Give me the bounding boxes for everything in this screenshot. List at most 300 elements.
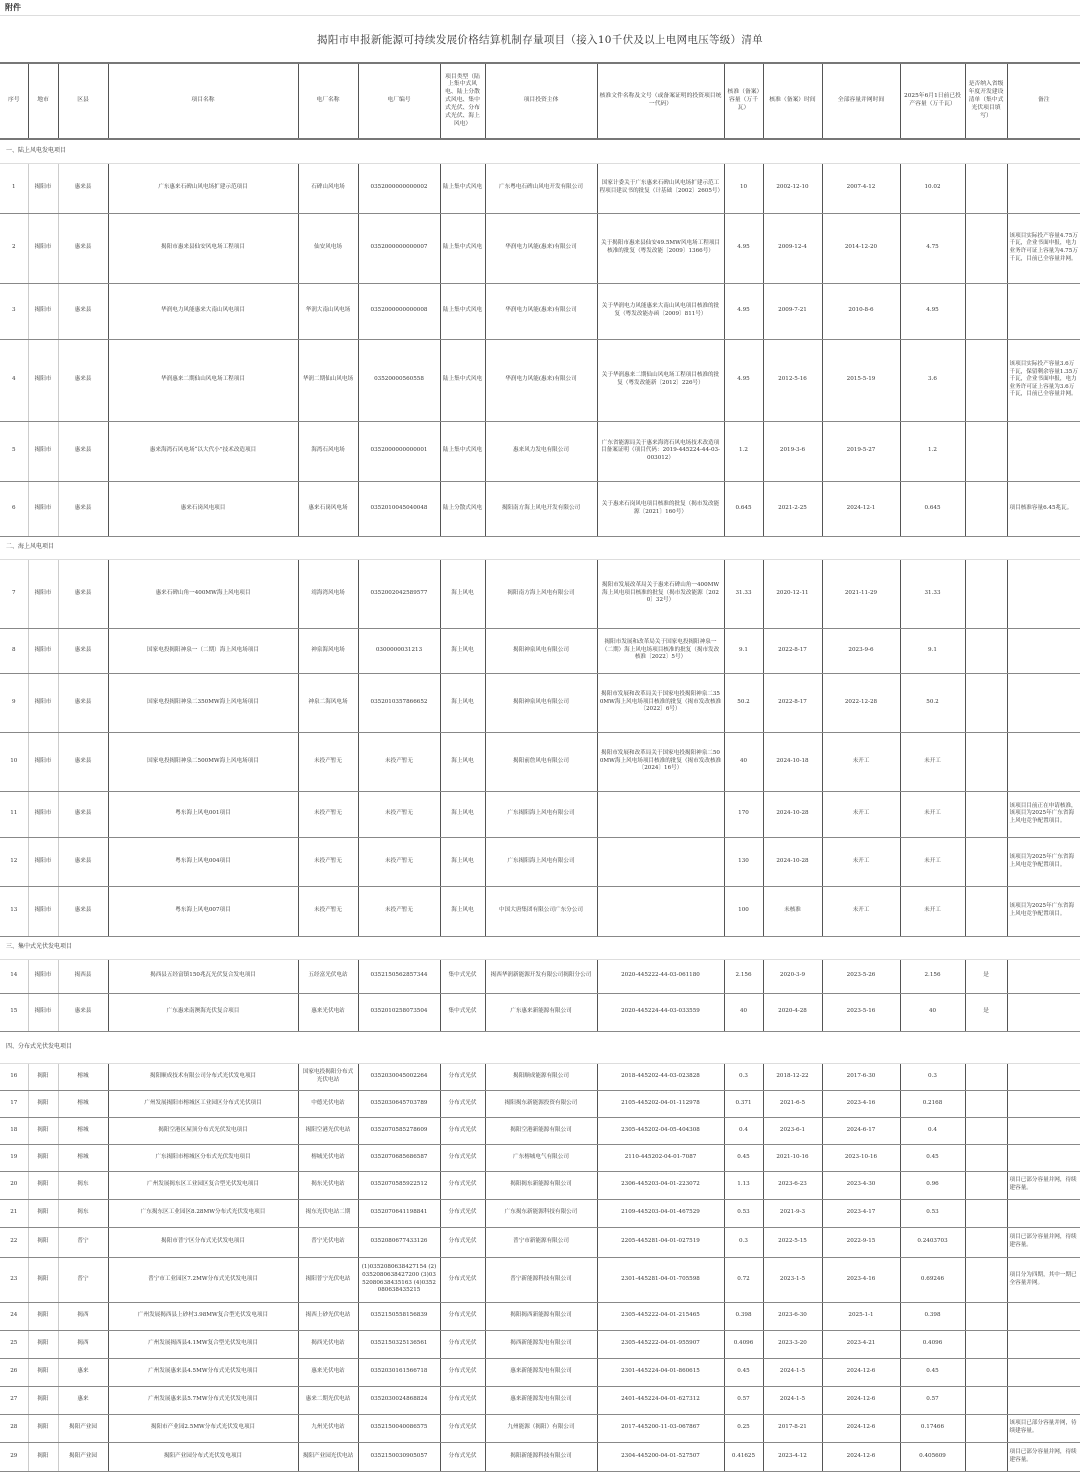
cell-approved-capacity: 40 (724, 732, 763, 791)
header-plant-code: 电厂编号 (358, 63, 440, 139)
cell-investor: 九州能源（揭阳）有限公司 (485, 1414, 597, 1442)
cell-approval-doc (597, 791, 724, 837)
cell-approval-doc: 2305-445202-04-05-404308 (597, 1117, 724, 1144)
cell-approval-date: 2022-5-15 (763, 1227, 822, 1257)
cell-approved-capacity: 0.3 (724, 1063, 763, 1090)
cell-city: 揭阳市 (28, 559, 58, 628)
cell-grid-date: 2023-4-16 (822, 1257, 900, 1302)
cell-seq: 29 (0, 1442, 28, 1471)
cell-approved-capacity: 4.95 (724, 283, 763, 339)
cell-plant-name: 揭阳普宁光伏电站 (298, 1257, 358, 1302)
cell-installed-capacity: 0.2403703 (900, 1227, 965, 1257)
cell-approval-doc: 2110-445202-04-01-7087 (597, 1144, 724, 1171)
cell-project-name: 广州发展揭东区工业园区复合型光伏发电项目 (108, 1171, 298, 1199)
cell-district: 揭西 (58, 1330, 108, 1358)
cell-plant-name: 石碑山风电场 (298, 163, 358, 213)
cell-plant-code: 0352150040086575 (358, 1414, 440, 1442)
cell-grid-date: 2024-12-6 (822, 1442, 900, 1471)
cell-remarks: 项目已部分容量并网，待续建容量。 (1007, 1171, 1080, 1199)
cell-district: 惠来县 (58, 791, 108, 837)
project-table (0, 62, 1080, 1472)
cell-investor: 华润电力风能(惠来)有限公司 (485, 339, 597, 421)
header-project-name: 项目名称 (108, 63, 298, 139)
section-title: 二、海上风电项目 (0, 536, 1080, 559)
cell-approved-capacity: 1.2 (724, 421, 763, 481)
cell-city: 揭阳 (28, 1117, 58, 1144)
cell-project-name: 广州发展揭西县上砂村3.98MW复合型光伏发电项目 (108, 1302, 298, 1330)
cell-approval-doc: 2018-445202-44-03-023828 (597, 1063, 724, 1090)
cell-plant-name: 惠来二期光伏电站 (298, 1386, 358, 1414)
table-row (0, 1330, 1080, 1358)
cell-investor: 揭阳前詹风电有限公司 (485, 732, 597, 791)
cell-seq: 7 (0, 559, 28, 628)
cell-city: 揭阳市 (28, 628, 58, 673)
cell-remarks (1007, 628, 1080, 673)
cell-project-type: 分布式光伏 (440, 1414, 485, 1442)
cell-city: 揭阳 (28, 1199, 58, 1227)
cell-installed-capacity: 未开工 (900, 837, 965, 886)
cell-grid-date: 2024-12-6 (822, 1358, 900, 1386)
cell-approval-date: 2023-6-1 (763, 1117, 822, 1144)
cell-approval-date: 2017-8-21 (763, 1414, 822, 1442)
cell-approval-doc: 2401-445224-04-01-627312 (597, 1386, 724, 1414)
cell-remarks: 该项目实际投产容量4.75万千瓦，企业书面申报，电力业务许可证上容量为4.75万千瓦，目前已全容量并网。 (1007, 213, 1080, 283)
cell-plant-name: 靖海湾风电场 (298, 559, 358, 628)
cell-plant-name: 未投产暂无 (298, 732, 358, 791)
cell-city: 揭阳 (28, 1358, 58, 1386)
cell-investor: 揭阳空港新能源有限公司 (485, 1117, 597, 1144)
cell-installed-capacity: 0.96 (900, 1171, 965, 1199)
cell-seq: 4 (0, 339, 28, 421)
cell-approval-date: 2024-10-28 (763, 837, 822, 886)
cell-installed-capacity: 未开工 (900, 732, 965, 791)
cell-approved-capacity: 1.13 (724, 1171, 763, 1199)
cell-investor: 揭阳顺成能源有限公司 (485, 1063, 597, 1090)
cell-approval-date: 2023-6-30 (763, 1302, 822, 1330)
cell-city: 揭阳 (28, 1063, 58, 1090)
cell-project-type: 分布式光伏 (440, 1330, 485, 1358)
cell-grid-date: 2021-11-29 (822, 559, 900, 628)
cell-project-name: 揭阳市产业园2.5MW分布式光伏发电项目 (108, 1414, 298, 1442)
cell-project-name: 揭西县五经富镇150兆瓦光伏复合发电项目 (108, 959, 298, 993)
cell-in-provincial-list (965, 1414, 1007, 1442)
cell-in-provincial-list (965, 791, 1007, 837)
table-row (0, 837, 1080, 886)
cell-approval-doc: 国家计委关于广东惠来石碑山风电场扩建示范工程项目建议书的批复（计基础〔2002〕2605号） (597, 163, 724, 213)
cell-plant-code: 0352150562857344 (358, 959, 440, 993)
table-row (0, 1386, 1080, 1414)
cell-city: 揭阳 (28, 1171, 58, 1199)
cell-plant-code: 0352150030905057 (358, 1442, 440, 1471)
cell-installed-capacity: 3.6 (900, 339, 965, 421)
cell-grid-date: 2015-5-19 (822, 339, 900, 421)
cell-remarks: 该项目已部分容量并网，待续建容量。 (1007, 1414, 1080, 1442)
cell-plant-name: 国家电投揭阳分布式光伏电站 (298, 1063, 358, 1090)
cell-approval-doc: 2305-445222-04-01-215465 (597, 1302, 724, 1330)
cell-installed-capacity: 4.75 (900, 213, 965, 283)
cell-district: 揭东 (58, 1199, 108, 1227)
cell-grid-date: 未开工 (822, 886, 900, 936)
cell-seq: 15 (0, 993, 28, 1031)
cell-project-name: 粤东海上风电004项目 (108, 837, 298, 886)
cell-district: 惠来 (58, 1358, 108, 1386)
cell-seq: 9 (0, 673, 28, 732)
cell-project-type: 分布式光伏 (440, 1442, 485, 1471)
cell-grid-date: 2023-4-17 (822, 1199, 900, 1227)
cell-approved-capacity: 2.156 (724, 959, 763, 993)
cell-plant-code: 0300000031213 (358, 628, 440, 673)
cell-city: 揭阳 (28, 1330, 58, 1358)
section-row (0, 139, 1080, 163)
cell-project-name: 广州发展揭西县4.1MW复合型光伏发电项目 (108, 1330, 298, 1358)
cell-approved-capacity: 0.25 (724, 1414, 763, 1442)
cell-plant-name: 未投产暂无 (298, 886, 358, 936)
header-investor: 项目投资主体 (485, 63, 597, 139)
cell-seq: 6 (0, 481, 28, 536)
cell-approved-capacity: 0.53 (724, 1199, 763, 1227)
cell-investor: 华润电力风能(惠来)有限公司 (485, 213, 597, 283)
cell-approval-date: 2002-12-10 (763, 163, 822, 213)
cell-remarks (1007, 1302, 1080, 1330)
cell-district: 惠来 (58, 1386, 108, 1414)
cell-district: 惠来县 (58, 421, 108, 481)
cell-project-type: 陆上集中式风电 (440, 421, 485, 481)
cell-approval-doc: 2301-445224-04-01-860615 (597, 1358, 724, 1386)
header-approved-capacity: 核准（备案）容量（万千瓦） (724, 63, 763, 139)
cell-approval-doc: 揭阳市发展和改革局关于国家电投揭阳神泉一（二期）海上风电场项目核准的批复（揭市发改核准〔2022〕5号） (597, 628, 724, 673)
cell-district: 惠来县 (58, 339, 108, 421)
cell-remarks: 该项目为2025年广东省海上风电竞争配置项目。 (1007, 837, 1080, 886)
cell-city: 揭阳 (28, 1144, 58, 1171)
cell-seq: 12 (0, 837, 28, 886)
cell-grid-date: 2022-12-28 (822, 673, 900, 732)
table-row (0, 421, 1080, 481)
table-row (0, 339, 1080, 421)
table-row (0, 481, 1080, 536)
cell-remarks (1007, 283, 1080, 339)
cell-in-provincial-list (965, 1358, 1007, 1386)
cell-installed-capacity: 0.3 (900, 1063, 965, 1090)
cell-installed-capacity: 未开工 (900, 791, 965, 837)
cell-installed-capacity: 0.45 (900, 1358, 965, 1386)
cell-in-provincial-list (965, 421, 1007, 481)
cell-plant-name: 未投产暂无 (298, 837, 358, 886)
cell-installed-capacity: 0.57 (900, 1386, 965, 1414)
cell-approval-doc: 2306-445203-04-01-223072 (597, 1171, 724, 1199)
cell-project-type: 分布式光伏 (440, 1358, 485, 1386)
cell-approved-capacity: 170 (724, 791, 763, 837)
cell-in-provincial-list (965, 1227, 1007, 1257)
cell-installed-capacity: 31.33 (900, 559, 965, 628)
header-seq: 序号 (0, 63, 28, 139)
cell-plant-code: 0352002042589577 (358, 559, 440, 628)
cell-approved-capacity: 0.57 (724, 1386, 763, 1414)
cell-approval-doc: 2105-445202-04-01-112978 (597, 1090, 724, 1117)
cell-approval-doc: 揭阳市发展和改革局关于国家电投揭阳神泉二350MW海上风电场项目核准的批复（揭市发改核准〔2022〕6号） (597, 673, 724, 732)
cell-project-type: 海上风电 (440, 673, 485, 732)
cell-approved-capacity: 50.2 (724, 673, 763, 732)
cell-seq: 22 (0, 1227, 28, 1257)
cell-plant-code: 0352000000000002 (358, 163, 440, 213)
cell-approval-date: 2023-4-12 (763, 1442, 822, 1471)
table-row (0, 1117, 1080, 1144)
cell-investor: 惠来风力发电有限公司 (485, 421, 597, 481)
section-row (0, 1031, 1080, 1063)
cell-remarks (1007, 1117, 1080, 1144)
cell-in-provincial-list (965, 559, 1007, 628)
cell-grid-date: 2017-6-30 (822, 1063, 900, 1090)
cell-project-name: 国家电投揭阳神泉一（二期）海上风电场项目 (108, 628, 298, 673)
cell-project-type: 海上风电 (440, 559, 485, 628)
cell-approval-doc: 广东省能源局关于惠来海湾石风电场技术改造项目备案证明（项目代码：2019-445224-44-03-003012） (597, 421, 724, 481)
cell-project-type: 海上风电 (440, 732, 485, 791)
table-row (0, 1171, 1080, 1199)
cell-plant-name: 五经富光伏电站 (298, 959, 358, 993)
cell-plant-code: 0352030645703789 (358, 1090, 440, 1117)
cell-remarks: 该项目实际投产容量3.6万千瓦，保留剩余容量1.35万千瓦，企业书面申报，电力业务许可证上容量为3.6万千瓦，目前已全容量并网。 (1007, 339, 1080, 421)
cell-approval-doc: 2020-445224-44-03-033559 (597, 993, 724, 1031)
table-row (0, 1442, 1080, 1471)
cell-in-provincial-list (965, 1117, 1007, 1144)
cell-plant-code: 0352030024868824 (358, 1386, 440, 1414)
cell-project-type: 分布式光伏 (440, 1117, 485, 1144)
cell-remarks (1007, 1386, 1080, 1414)
cell-plant-name: 神泉二海风电场 (298, 673, 358, 732)
cell-in-provincial-list (965, 283, 1007, 339)
cell-district: 揭西 (58, 1302, 108, 1330)
cell-district: 惠来县 (58, 673, 108, 732)
cell-approval-date: 未核准 (763, 886, 822, 936)
cell-project-name: 揭阳产业园分布式光伏发电项目 (108, 1442, 298, 1471)
cell-installed-capacity: 0.69246 (900, 1257, 965, 1302)
cell-project-name: 广州发展惠来县5.7MW分布式光伏发电项目 (108, 1386, 298, 1414)
cell-plant-code: 未投产暂无 (358, 791, 440, 837)
cell-installed-capacity: 0.17466 (900, 1414, 965, 1442)
cell-in-provincial-list (965, 837, 1007, 886)
section-row (0, 536, 1080, 559)
cell-in-provincial-list (965, 1171, 1007, 1199)
cell-investor: 广东榕城电气有限公司 (485, 1144, 597, 1171)
cell-seq: 2 (0, 213, 28, 283)
cell-investor: 普宁市新能源有限公司 (485, 1227, 597, 1257)
cell-grid-date: 2022-9-15 (822, 1227, 900, 1257)
cell-seq: 24 (0, 1302, 28, 1330)
cell-approval-date: 2022-8-17 (763, 673, 822, 732)
table-row (0, 1358, 1080, 1386)
cell-district: 揭阳产业园 (58, 1442, 108, 1471)
cell-project-name: 国家电投揭阳神泉二350MW海上风电场项目 (108, 673, 298, 732)
cell-installed-capacity: 9.1 (900, 628, 965, 673)
cell-plant-name: 揭阳产业园光伏电站 (298, 1442, 358, 1471)
cell-installed-capacity: 未开工 (900, 886, 965, 936)
cell-approval-doc: 2017-445200-11-03-067867 (597, 1414, 724, 1442)
cell-investor: 揭阳揭东新能源投资有限公司 (485, 1090, 597, 1117)
attachment-label: 附件 (5, 2, 21, 12)
cell-investor: 揭阳南方海上风电开发有限公司 (485, 481, 597, 536)
cell-approval-doc: 2205-445281-04-01-027519 (597, 1227, 724, 1257)
cell-grid-date: 2023-4-16 (822, 1090, 900, 1117)
table-row (0, 1257, 1080, 1302)
cell-district: 榕城 (58, 1117, 108, 1144)
cell-seq: 8 (0, 628, 28, 673)
cell-city: 揭阳市 (28, 163, 58, 213)
cell-seq: 11 (0, 791, 28, 837)
table-row (0, 559, 1080, 628)
cell-investor: 惠来新能源发电有限公司 (485, 1358, 597, 1386)
cell-project-name: 广东惠来南澳海光伏复合项目 (108, 993, 298, 1031)
cell-city: 揭阳 (28, 1090, 58, 1117)
cell-approved-capacity: 0.4096 (724, 1330, 763, 1358)
cell-grid-date: 2019-5-27 (822, 421, 900, 481)
cell-plant-name: 海湾石风电场 (298, 421, 358, 481)
cell-in-provincial-list (965, 481, 1007, 536)
cell-seq: 21 (0, 1199, 28, 1227)
cell-approval-doc: 关于揭阳市惠来县仙安49.5MW风电场工程项目核准的批复（粤发改能〔2009〕1366号） (597, 213, 724, 283)
cell-project-name: 广东揭东区工业园区8.28MW分布式光伏发电项目 (108, 1199, 298, 1227)
cell-approval-date: 2024-10-18 (763, 732, 822, 791)
cell-project-type: 分布式光伏 (440, 1144, 485, 1171)
cell-approval-date: 2020-3-9 (763, 959, 822, 993)
cell-project-type: 分布式光伏 (440, 1386, 485, 1414)
cell-in-provincial-list (965, 1199, 1007, 1227)
cell-grid-date: 2024-12-1 (822, 481, 900, 536)
table-row (0, 1090, 1080, 1117)
cell-city: 揭阳市 (28, 791, 58, 837)
cell-installed-capacity: 0.2168 (900, 1090, 965, 1117)
cell-project-type: 分布式光伏 (440, 1227, 485, 1257)
cell-seq: 16 (0, 1063, 28, 1090)
table-row (0, 1302, 1080, 1330)
cell-plant-code: 0352000000000001 (358, 421, 440, 481)
cell-city: 揭阳市 (28, 886, 58, 936)
cell-in-provincial-list (965, 1257, 1007, 1302)
cell-project-type: 分布式光伏 (440, 1090, 485, 1117)
cell-project-name: 国家电投揭阳神泉二500MW海上风电场项目 (108, 732, 298, 791)
cell-installed-capacity: 0.398 (900, 1302, 965, 1330)
cell-grid-date: 2023-4-21 (822, 1330, 900, 1358)
cell-grid-date: 未开工 (822, 732, 900, 791)
cell-district: 揭西县 (58, 959, 108, 993)
cell-approval-date: 2023-1-5 (763, 1257, 822, 1302)
cell-remarks (1007, 993, 1080, 1031)
cell-city: 揭阳市 (28, 673, 58, 732)
cell-plant-code: 0352000000000008 (358, 283, 440, 339)
cell-approved-capacity: 100 (724, 886, 763, 936)
cell-remarks (1007, 163, 1080, 213)
cell-approval-doc: 关于惠来石岗风电项目核准的批复（揭市发改能源〔2021〕160号） (597, 481, 724, 536)
cell-plant-name: 揭阳空港光伏电站 (298, 1117, 358, 1144)
cell-project-name: 广东揭阳市榕城区分布式光伏发电项目 (108, 1144, 298, 1171)
cell-installed-capacity: 0.53 (900, 1199, 965, 1227)
cell-plant-code: 0352070585922512 (358, 1171, 440, 1199)
section-title: 一、陆上风电发电项目 (0, 139, 1080, 163)
table-row (0, 886, 1080, 936)
cell-approved-capacity: 0.4 (724, 1117, 763, 1144)
cell-approval-doc: 关于华润惠来二期仙山风电场工程项目核准的批复（粤发改能新〔2012〕226号） (597, 339, 724, 421)
cell-approval-date: 2024-1-5 (763, 1358, 822, 1386)
cell-plant-code: 0352150558156839 (358, 1302, 440, 1330)
cell-approved-capacity: 4.95 (724, 213, 763, 283)
cell-city: 揭阳市 (28, 421, 58, 481)
cell-plant-code: 0352030161566718 (358, 1358, 440, 1386)
cell-investor: 惠来新能源发电有限公司 (485, 1386, 597, 1414)
cell-approval-doc: 2020-445222-44-03-061180 (597, 959, 724, 993)
cell-project-name: 粤东海上风电001项目 (108, 791, 298, 837)
cell-district: 惠来县 (58, 283, 108, 339)
cell-investor: 广东惠来新能源有限公司 (485, 993, 597, 1031)
cell-grid-date: 2014-12-20 (822, 213, 900, 283)
cell-remarks (1007, 1144, 1080, 1171)
cell-approval-date: 2020-4-28 (763, 993, 822, 1031)
cell-approved-capacity: 0.371 (724, 1090, 763, 1117)
cell-installed-capacity: 0.645 (900, 481, 965, 536)
cell-approval-doc: 2301-445281-04-01-705598 (597, 1257, 724, 1302)
table-header-row (0, 63, 1080, 139)
cell-in-provincial-list (965, 163, 1007, 213)
cell-seq: 5 (0, 421, 28, 481)
header-city: 地市 (28, 63, 58, 139)
header-district: 区县 (58, 63, 108, 139)
cell-grid-date: 2023-4-30 (822, 1171, 900, 1199)
cell-investor: 普宁新能源科技有限公司 (485, 1257, 597, 1302)
cell-project-type: 海上风电 (440, 791, 485, 837)
header-installed-capacity: 2025年6月1日前已投产容量（万千瓦） (900, 63, 965, 139)
cell-plant-code: (1)0352080638427154 (2)0352080638427200 (3)0352080638435163 (4)0352080638435215 (358, 1257, 440, 1302)
cell-plant-name: 揭东光伏电站 (298, 1171, 358, 1199)
cell-seq: 26 (0, 1358, 28, 1386)
cell-approval-date: 2024-10-28 (763, 791, 822, 837)
cell-in-provincial-list (965, 1386, 1007, 1414)
cell-investor: 广东揭东新能源科技有限公司 (485, 1199, 597, 1227)
cell-plant-code: 0352070685686587 (358, 1144, 440, 1171)
divider (0, 15, 1080, 16)
cell-grid-date: 2025-1-1 (822, 1302, 900, 1330)
cell-city: 揭阳 (28, 1227, 58, 1257)
cell-in-provincial-list (965, 673, 1007, 732)
header-project-type: 项目类型（陆上集中式风电、陆上分散式风电、集中式光伏、分布式光伏、海上风电） (440, 63, 485, 139)
cell-grid-date: 2024-12-6 (822, 1386, 900, 1414)
cell-district: 榕城 (58, 1063, 108, 1090)
cell-plant-code: 0352010357866652 (358, 673, 440, 732)
cell-grid-date: 未开工 (822, 791, 900, 837)
cell-district: 普宁 (58, 1227, 108, 1257)
cell-project-type: 海上风电 (440, 886, 485, 936)
cell-in-provincial-list (965, 886, 1007, 936)
cell-approval-date: 2018-12-22 (763, 1063, 822, 1090)
cell-remarks: 项目已部分容量并网，待续建容量。 (1007, 1442, 1080, 1471)
cell-approval-date: 2012-5-16 (763, 339, 822, 421)
cell-plant-name: 神泉海风电场 (298, 628, 358, 673)
cell-investor: 中国大唐集团有限公司广东分公司 (485, 886, 597, 936)
cell-project-type: 分布式光伏 (440, 1257, 485, 1302)
cell-remarks (1007, 559, 1080, 628)
cell-investor: 揭西华润新能源开发有限公司揭阳分公司 (485, 959, 597, 993)
cell-plant-code: 0352030045002264 (358, 1063, 440, 1090)
cell-plant-code: 0352000000000007 (358, 213, 440, 283)
cell-district: 惠来县 (58, 163, 108, 213)
cell-approval-date: 2021-10-16 (763, 1144, 822, 1171)
cell-plant-name: 未投产暂无 (298, 791, 358, 837)
cell-project-name: 华润电力风能惠来大南山风电项目 (108, 283, 298, 339)
cell-investor: 揭阳南方海上风电有限公司 (485, 559, 597, 628)
cell-seq: 20 (0, 1171, 28, 1199)
cell-project-name: 揭阳市普宁区分布式光伏发电项目 (108, 1227, 298, 1257)
cell-district: 惠来县 (58, 993, 108, 1031)
cell-remarks: 项目核准容量6.45兆瓦。 (1007, 481, 1080, 536)
header-approval-doc: 核准文件名称及文号（或备案证明的投资项目统一代码） (597, 63, 724, 139)
cell-project-name: 普宁市工业园区7.2MW分布式光伏发电项目 (108, 1257, 298, 1302)
cell-city: 揭阳 (28, 1414, 58, 1442)
